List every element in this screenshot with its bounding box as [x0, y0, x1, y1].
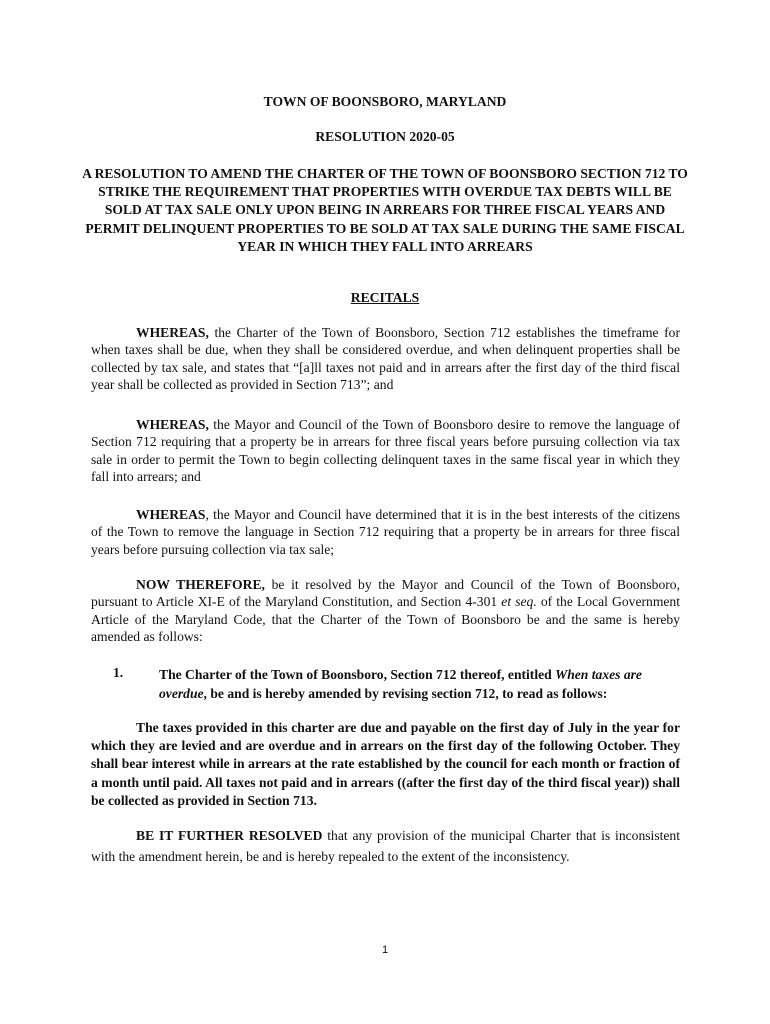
whereas-text: the Charter of the Town of Boonsboro, Section 712 establishes the timeframe for when taxes shall be due, when they shall be considered overdue, and when delinquent properties shall be collected by tax sale, and states that “[a]ll taxes not paid and in arrears after the first day of the third fiscal year shall be collected as provided in Section 713”; and — [91, 325, 680, 393]
resolution-heading: A RESOLUTION TO AMEND THE CHARTER OF THE TOWN OF BOONSBORO SECTION 712 TO STRIKE THE REQUIREMENT THAT PROPERTIES WITH OVERDUE TAX DEBTS WILL BE SOLD AT TAX SALE ONLY UPON BEING IN ARREARS FOR THREE FISCAL YEARS AND PERMIT DELINQUENT PROPERTIES TO BE SOLD AT TAX SALE DURING THE SAME FISCAL YEAR IN WHICH THEY FALL INTO ARREARS — [82, 166, 688, 254]
page-number: 1 — [381, 944, 389, 956]
item-number: 1. — [113, 665, 124, 680]
item-italic-title: When taxes are overdue — [159, 667, 642, 701]
resolution-title: RESOLUTION 2020-05 — [315, 129, 455, 144]
recitals-heading: RECITALS — [350, 290, 420, 305]
item-text-a: The Charter of the Town of Boonsboro, Section 712 thereof, entitled — [159, 667, 556, 682]
further-resolved-lead: BE IT FURTHER RESOLVED — [136, 828, 323, 843]
whereas-lead: WHEREAS, — [136, 417, 209, 432]
town-title: TOWN OF BOONSBORO, MARYLAND — [263, 94, 507, 109]
now-therefore-text-b: of the Local Government Article of the Maryland Code, that the Charter of the Town of Boonsboro be and the same is hereby amended as follows: — [91, 594, 680, 645]
now-therefore-text-a: be it resolved by the Mayor and Council of the Town of Boonsboro, pursuant to Article XI-E of the Maryland Constitution, and Section 4-301 — [91, 577, 680, 610]
further-resolved-paragraph — [91, 825, 680, 867]
whereas-text: , the Mayor and Council have determined that it is in the best interests of the citizens of the Town to remove the language in Section 712 requiring that a property be in arrears for three fiscal years before pursuing collection via tax sale; — [91, 507, 680, 557]
whereas-paragraph-3 — [91, 506, 680, 558]
et-seq-italic: et seq. — [501, 594, 537, 610]
amended-section-text — [91, 719, 680, 810]
item-text-b: , be and is hereby amended by revising section 712, to read as follows: — [203, 686, 608, 701]
whereas-paragraph-2 — [91, 416, 680, 486]
whereas-text: the Mayor and Council of the Town of Boonsboro desire to remove the language of Section 712 requiring that a property be in arrears for three fiscal years before pursuing collection via tax sale in order to permit the Town to begin collecting delinquent taxes in the same fiscal year in which they fall into arrears; and — [91, 417, 680, 485]
now-therefore-lead: NOW THEREFORE, — [136, 577, 265, 592]
whereas-lead: WHEREAS — [136, 507, 206, 522]
whereas-paragraph-1 — [91, 324, 680, 394]
amended-text: The taxes provided in this charter are due and payable on the first day of July in the year for which they are levied and are overdue and in arrears on the first day of the following October. They shall bear interest while in arrears at the rate established by the council for each month or fraction of a month until paid. All taxes not paid and in arrears ((after the first day of the third fiscal year)) shall be collected as provided in Section 713. — [91, 720, 680, 808]
further-resolved-text: that any provision of the municipal Charter that is inconsistent with the amendment herein, be and is hereby repealed to the extent of the inconsistency. — [91, 828, 680, 864]
item-text — [159, 665, 680, 703]
now-therefore-paragraph — [91, 576, 680, 646]
whereas-lead: WHEREAS, — [136, 325, 209, 340]
